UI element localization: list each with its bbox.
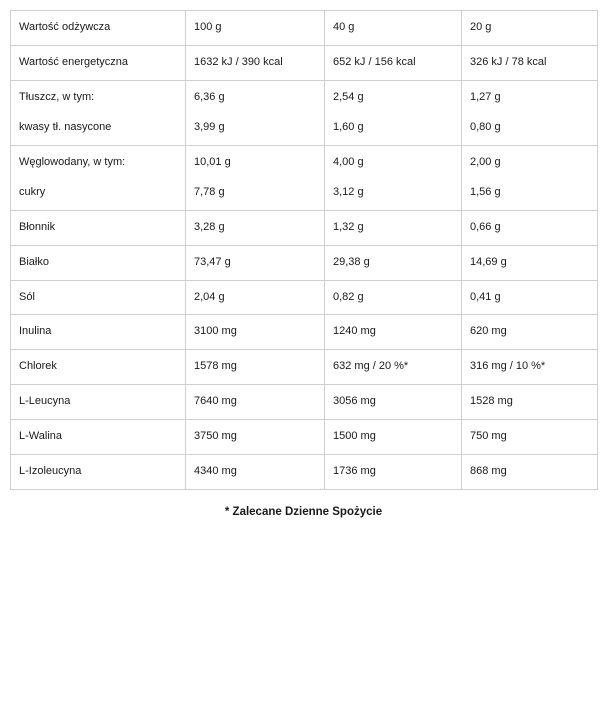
cell-100g: 3100 mg — [186, 315, 325, 350]
cell-20g: 0,41 g — [462, 280, 598, 315]
cell-100g: 2,04 g — [186, 280, 325, 315]
cell-40g: 0,82 g — [325, 280, 462, 315]
cell-nutrient: L-Leucyna — [11, 385, 186, 420]
cell-nutrient: Wartość energetyczna — [11, 45, 186, 80]
table-body — [11, 45, 598, 489]
cell-line: 2,54 g — [333, 90, 364, 103]
cell-line: 1,56 g — [470, 185, 501, 198]
cell-nutrient: Sól — [11, 280, 186, 315]
table-header-row — [11, 11, 598, 46]
table-row — [11, 315, 598, 350]
cell-line: 3,99 g — [194, 120, 225, 133]
cell-line: Węglowodany, w tym: — [19, 155, 126, 168]
cell-40g: 652 kJ / 156 kcal — [325, 45, 462, 80]
table-row — [11, 350, 598, 385]
cell-line: 4,00 g — [333, 155, 364, 168]
column-header-100g: 100 g — [186, 11, 325, 46]
cell-line: Tłuszcz, w tym: — [19, 90, 95, 103]
table-row — [11, 80, 598, 145]
cell-100g: 3,28 g — [186, 210, 325, 245]
cell-100g — [186, 80, 325, 145]
footnote: * Zalecane Dzienne Spożycie — [224, 506, 383, 519]
cell-line: cukry — [19, 185, 46, 198]
cell-40g: 1,32 g — [325, 210, 462, 245]
cell-20g: 316 mg / 10 %* — [462, 350, 598, 385]
column-header-40g: 40 g — [325, 11, 462, 46]
cell-line: 7,78 g — [194, 185, 225, 198]
cell-nutrient: Inulina — [11, 315, 186, 350]
cell-line: 2,00 g — [470, 155, 501, 168]
cell-40g — [325, 145, 462, 210]
cell-40g — [325, 80, 462, 145]
table-row — [11, 280, 598, 315]
cell-nutrient — [11, 80, 186, 145]
cell-100g: 1632 kJ / 390 kcal — [186, 45, 325, 80]
cell-20g: 14,69 g — [462, 245, 598, 280]
table-row — [11, 420, 598, 455]
cell-line: 1,27 g — [470, 90, 501, 103]
cell-100g: 3750 mg — [186, 420, 325, 455]
table-header — [11, 11, 598, 46]
cell-nutrient: Chlorek — [11, 350, 186, 385]
column-header-20g: 20 g — [462, 11, 598, 46]
cell-line: 0,80 g — [470, 120, 501, 133]
cell-40g: 1240 mg — [325, 315, 462, 350]
cell-40g: 1500 mg — [325, 420, 462, 455]
cell-40g: 29,38 g — [325, 245, 462, 280]
cell-100g: 73,47 g — [186, 245, 325, 280]
column-header-nutrient: Wartość odżywcza — [11, 11, 186, 46]
table-row — [11, 210, 598, 245]
cell-40g: 1736 mg — [325, 455, 462, 490]
cell-100g — [186, 145, 325, 210]
cell-nutrient: L-Walina — [11, 420, 186, 455]
cell-20g: 868 mg — [462, 455, 598, 490]
cell-line: 10,01 g — [194, 155, 231, 168]
cell-20g — [462, 80, 598, 145]
cell-20g — [462, 145, 598, 210]
cell-100g: 1578 mg — [186, 350, 325, 385]
cell-nutrient: L-Izoleucyna — [11, 455, 186, 490]
table-row — [11, 455, 598, 490]
cell-20g: 620 mg — [462, 315, 598, 350]
cell-line: kwasy tł. nasycone — [19, 120, 112, 133]
table-row — [11, 385, 598, 420]
cell-100g: 7640 mg — [186, 385, 325, 420]
cell-line: 6,36 g — [194, 90, 225, 103]
cell-nutrient — [11, 145, 186, 210]
cell-nutrient: Białko — [11, 245, 186, 280]
table-row — [11, 245, 598, 280]
nutrition-table — [10, 10, 598, 490]
table-row — [11, 145, 598, 210]
cell-20g: 0,66 g — [462, 210, 598, 245]
cell-nutrient: Błonnik — [11, 210, 186, 245]
cell-line: 1,60 g — [333, 120, 364, 133]
cell-40g: 3056 mg — [325, 385, 462, 420]
cell-40g: 632 mg / 20 %* — [325, 350, 462, 385]
cell-20g: 750 mg — [462, 420, 598, 455]
cell-20g: 326 kJ / 78 kcal — [462, 45, 598, 80]
cell-line: 3,12 g — [333, 185, 364, 198]
table-row — [11, 45, 598, 80]
cell-20g: 1528 mg — [462, 385, 598, 420]
cell-100g: 4340 mg — [186, 455, 325, 490]
